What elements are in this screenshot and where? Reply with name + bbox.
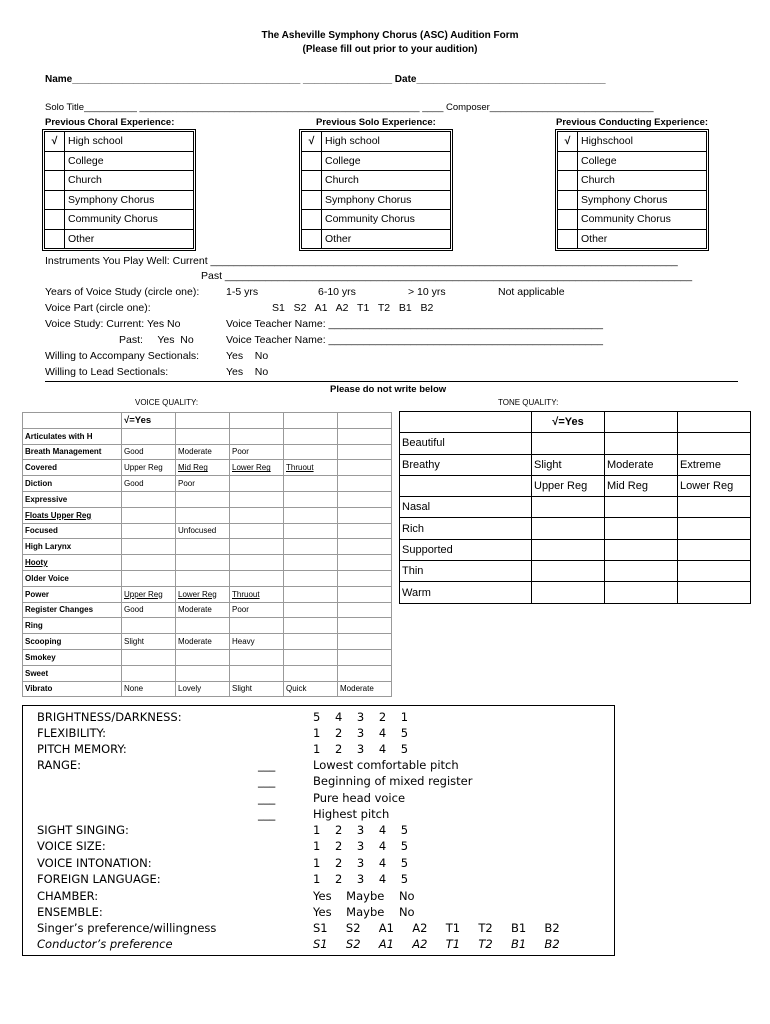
range-highest: Highest pitch: [313, 807, 390, 821]
flexibility-label: FLEXIBILITY:: [37, 726, 107, 740]
tone-quality-cell[interactable]: [605, 582, 678, 603]
voice-quality-cell[interactable]: [122, 523, 176, 539]
voice-quality-cell[interactable]: Slight: [230, 681, 284, 697]
range-blank-2[interactable]: ___: [258, 774, 276, 788]
years-option-1[interactable]: 1-5 yrs: [226, 286, 259, 298]
voice-quality-cell[interactable]: [284, 555, 338, 571]
voice-quality-label: Diction: [23, 476, 122, 492]
choral-heading: Previous Choral Experience:: [45, 117, 175, 128]
experience-label: Other: [322, 229, 451, 249]
tone-quality-label: Rich: [400, 518, 532, 539]
checkbox[interactable]: [45, 190, 65, 210]
tone-quality-cell[interactable]: [678, 497, 751, 518]
experience-row: [558, 151, 707, 171]
voice-quality-label: Scooping: [23, 634, 122, 650]
accompany-label: Willing to Accompany Sectionals:: [45, 350, 200, 362]
voice-quality-cell[interactable]: [176, 665, 230, 681]
voice-quality-label: Power: [23, 586, 122, 602]
experience-row: [558, 171, 707, 191]
voice-quality-cell[interactable]: Good: [122, 602, 176, 618]
experience-row: [558, 132, 707, 152]
tone-quality-cell[interactable]: [605, 539, 678, 560]
voice-quality-cell[interactable]: [338, 602, 392, 618]
experience-label: College: [65, 151, 194, 171]
voice-quality-cell[interactable]: [284, 523, 338, 539]
experience-row: [302, 171, 451, 191]
solo-composer-field[interactable]: Solo Title__________ _____________________________________________________ ____ Composer_______________________________: [45, 102, 654, 113]
table-row: [23, 618, 392, 634]
voice-quality-cell[interactable]: [230, 507, 284, 523]
tone-quality-label: Warm: [400, 582, 532, 603]
voice-quality-label: High Larynx: [23, 539, 122, 555]
voice-quality-cell[interactable]: Upper Reg: [122, 460, 176, 476]
conductor-preference-label: Conductor’s preference: [37, 937, 173, 951]
do-not-write-notice: Please do not write below: [330, 384, 447, 395]
years-option-3[interactable]: > 10 yrs: [408, 286, 446, 298]
tone-quality-cell[interactable]: [532, 582, 605, 603]
sight-singing-scale[interactable]: 1 2 3 4 5: [313, 823, 409, 837]
checkbox[interactable]: [558, 210, 578, 230]
years-option-2[interactable]: 6-10 yrs: [318, 286, 356, 298]
tone-quality-cell[interactable]: [678, 582, 751, 603]
checkbox[interactable]: [45, 210, 65, 230]
checkbox[interactable]: [558, 151, 578, 171]
voice-quality-cell[interactable]: [230, 555, 284, 571]
tone-quality-heading: TONE QUALITY:: [498, 398, 559, 407]
voice-quality-label: Breath Management: [23, 444, 122, 460]
table-row: [400, 433, 751, 454]
voice-quality-cell[interactable]: Thruout: [284, 460, 338, 476]
tone-quality-label: Thin: [400, 561, 532, 582]
voice-quality-label: Register Changes: [23, 602, 122, 618]
table-row: [400, 561, 751, 582]
voice-quality-cell[interactable]: Poor: [230, 444, 284, 460]
tone-quality-label: [400, 475, 532, 496]
voice-quality-cell[interactable]: [122, 649, 176, 665]
voice-quality-cell[interactable]: [122, 428, 176, 444]
brightness-label: BRIGHTNESS/DARKNESS:: [37, 710, 182, 724]
voice-quality-cell[interactable]: [122, 618, 176, 634]
experience-label: Symphony Chorus: [578, 190, 707, 210]
tone-quality-cell[interactable]: [605, 518, 678, 539]
voice-quality-label: Smokey: [23, 649, 122, 665]
voice-quality-cell[interactable]: Quick: [284, 681, 338, 697]
name-date-field[interactable]: Name_________________________________________ ________________ Date__________________________________: [45, 74, 606, 85]
tone-quality-cell[interactable]: Lower Reg: [678, 475, 751, 496]
sight-singing-label: SIGHT SINGING:: [37, 823, 129, 837]
conducting-experience-table: [555, 129, 709, 251]
voice-quality-cell[interactable]: Moderate: [176, 444, 230, 460]
voice-size-scale[interactable]: 1 2 3 4 5: [313, 839, 409, 853]
voice-quality-label: Floats Upper Reg: [23, 507, 122, 523]
conductor-preference-parts[interactable]: S1 S2 A1 A2 T1 T2 B1 B2: [313, 937, 560, 951]
voice-quality-cell[interactable]: [122, 570, 176, 586]
voice-quality-cell[interactable]: Lower Reg: [176, 586, 230, 602]
experience-row: [302, 151, 451, 171]
intonation-scale[interactable]: 1 2 3 4 5: [313, 856, 409, 870]
table-header-row: [23, 413, 392, 429]
experience-label: Church: [322, 171, 451, 191]
experience-row: [45, 190, 194, 210]
experience-label: Symphony Chorus: [65, 190, 194, 210]
table-row: [23, 491, 392, 507]
singer-preference-label: Singer’s preference/willingness: [37, 921, 217, 935]
voice-quality-cell[interactable]: [122, 507, 176, 523]
range-label: RANGE:: [37, 758, 82, 772]
voice-quality-cell[interactable]: [284, 476, 338, 492]
voice-quality-cell[interactable]: [230, 665, 284, 681]
voice-quality-cell[interactable]: [338, 476, 392, 492]
table-row: [23, 634, 392, 650]
tone-quality-cell[interactable]: [532, 433, 605, 454]
choral-experience-table: [42, 129, 196, 251]
form-title: The Asheville Symphony Chorus (ASC) Audition Form: [261, 30, 519, 41]
ensemble-label: ENSEMBLE:: [37, 905, 103, 919]
range-blank-1[interactable]: ___: [258, 758, 276, 772]
voice-quality-cell[interactable]: Unfocused: [176, 523, 230, 539]
table-row: [23, 460, 392, 476]
voice-quality-label: Sweet: [23, 665, 122, 681]
voice-quality-cell[interactable]: [284, 618, 338, 634]
voice-quality-cell[interactable]: None: [122, 681, 176, 697]
voice-quality-heading: VOICE QUALITY:: [135, 398, 199, 407]
tone-quality-cell[interactable]: [605, 433, 678, 454]
checkbox[interactable]: [558, 171, 578, 191]
tone-quality-cell[interactable]: Slight: [532, 454, 605, 475]
voice-quality-cell[interactable]: [284, 649, 338, 665]
tone-quality-cell[interactable]: √=Yes: [532, 412, 605, 433]
voice-quality-cell[interactable]: [230, 476, 284, 492]
voice-quality-cell[interactable]: [338, 634, 392, 650]
voice-quality-label: Covered: [23, 460, 122, 476]
flexibility-scale[interactable]: 1 2 3 4 5: [313, 726, 409, 740]
experience-row: [45, 151, 194, 171]
experience-row: [45, 171, 194, 191]
voice-quality-cell[interactable]: [338, 444, 392, 460]
voice-quality-cell[interactable]: [176, 507, 230, 523]
range-head: Pure head voice: [313, 791, 406, 805]
checkbox[interactable]: √: [302, 132, 322, 152]
conducting-heading: Previous Conducting Experience:: [556, 117, 709, 128]
tone-quality-cell[interactable]: [605, 412, 678, 433]
experience-label: Highschool: [578, 132, 707, 152]
range-lowest: Lowest comfortable pitch: [313, 758, 459, 772]
voice-quality-cell[interactable]: Lovely: [176, 681, 230, 697]
voice-quality-cell[interactable]: [122, 665, 176, 681]
table-row: [23, 665, 392, 681]
pitch-memory-label: PITCH MEMORY:: [37, 742, 127, 756]
tone-quality-label: [400, 412, 532, 433]
singer-preference-parts[interactable]: S1 S2 A1 A2 T1 T2 B1 B2: [313, 921, 560, 935]
checkbox[interactable]: [45, 171, 65, 191]
voice-part-label: Voice Part (circle one):: [45, 302, 151, 314]
checkbox[interactable]: [302, 229, 322, 249]
voice-quality-cell[interactable]: [338, 491, 392, 507]
solo-heading: Previous Solo Experience:: [316, 117, 436, 128]
voice-quality-cell[interactable]: [176, 428, 230, 444]
voice-quality-cell[interactable]: [338, 460, 392, 476]
voice-quality-cell[interactable]: [230, 649, 284, 665]
voice-quality-cell[interactable]: [338, 507, 392, 523]
tone-quality-cell[interactable]: [678, 539, 751, 560]
foreign-language-label: FOREIGN LANGUAGE:: [37, 872, 161, 886]
voice-quality-cell[interactable]: [338, 618, 392, 634]
divider: [45, 381, 738, 382]
experience-label: Community Chorus: [578, 210, 707, 230]
voice-quality-cell[interactable]: Mid Reg: [176, 460, 230, 476]
voice-quality-cell[interactable]: [284, 428, 338, 444]
voice-quality-cell[interactable]: [284, 539, 338, 555]
range-blank-4[interactable]: ___: [258, 807, 276, 821]
voice-study-current[interactable]: Voice Study: Current: Yes No: [45, 318, 181, 330]
tone-quality-table: [399, 411, 751, 604]
tone-quality-cell[interactable]: Upper Reg: [532, 475, 605, 496]
experience-row: [302, 229, 451, 249]
voice-quality-cell[interactable]: [176, 539, 230, 555]
voice-quality-cell[interactable]: [284, 507, 338, 523]
voice-quality-cell[interactable]: [122, 555, 176, 571]
voice-quality-label: Older Voice: [23, 570, 122, 586]
table-row: [400, 454, 751, 475]
tone-quality-cell[interactable]: Extreme: [678, 454, 751, 475]
tone-quality-cell[interactable]: [678, 433, 751, 454]
experience-label: Church: [578, 171, 707, 191]
experience-row: [302, 132, 451, 152]
tone-quality-cell[interactable]: Mid Reg: [605, 475, 678, 496]
table-row: [23, 507, 392, 523]
voice-quality-cell[interactable]: Thruout: [230, 586, 284, 602]
tone-quality-label: Beautiful: [400, 433, 532, 454]
accompany-options[interactable]: Yes No: [226, 350, 269, 362]
tone-quality-cell[interactable]: Moderate: [605, 454, 678, 475]
voice-quality-cell[interactable]: Moderate: [338, 681, 392, 697]
table-row: [400, 475, 751, 496]
voice-quality-label: Ring: [23, 618, 122, 634]
experience-row: [558, 190, 707, 210]
voice-size-label: VOICE SIZE:: [37, 839, 106, 853]
checkbox[interactable]: [302, 190, 322, 210]
foreign-language-scale[interactable]: 1 2 3 4 5: [313, 872, 409, 886]
checkbox[interactable]: [302, 171, 322, 191]
checkbox[interactable]: √: [558, 132, 578, 152]
tone-quality-cell[interactable]: [605, 497, 678, 518]
ratings-box: [22, 705, 615, 956]
voice-quality-cell[interactable]: [122, 539, 176, 555]
checkbox[interactable]: √: [45, 132, 65, 152]
table-row: [23, 428, 392, 444]
voice-quality-cell[interactable]: [230, 491, 284, 507]
voice-quality-cell[interactable]: [338, 665, 392, 681]
experience-label: College: [322, 151, 451, 171]
tone-quality-cell[interactable]: [532, 497, 605, 518]
table-row: [23, 523, 392, 539]
experience-row: [302, 190, 451, 210]
yes-legend: √=Yes: [122, 413, 176, 429]
voice-quality-cell[interactable]: [284, 602, 338, 618]
chamber-options[interactable]: Yes Maybe No: [313, 889, 415, 903]
tone-quality-cell[interactable]: [605, 561, 678, 582]
voice-quality-cell[interactable]: Poor: [176, 476, 230, 492]
voice-quality-cell[interactable]: [176, 491, 230, 507]
table-row: [400, 539, 751, 560]
tone-quality-cell[interactable]: [532, 561, 605, 582]
experience-label: High school: [322, 132, 451, 152]
voice-quality-cell[interactable]: [284, 570, 338, 586]
tone-quality-cell[interactable]: [532, 539, 605, 560]
voice-quality-label: Focused: [23, 523, 122, 539]
experience-row: [45, 229, 194, 249]
voice-quality-cell[interactable]: [338, 570, 392, 586]
voice-quality-cell[interactable]: [284, 586, 338, 602]
intonation-label: VOICE INTONATION:: [37, 856, 152, 870]
tone-quality-label: Supported: [400, 539, 532, 560]
voice-quality-cell[interactable]: [338, 428, 392, 444]
years-label: Years of Voice Study (circle one):: [45, 286, 200, 298]
table-row: [23, 539, 392, 555]
brightness-scale[interactable]: 5 4 3 2 1: [313, 710, 409, 724]
voice-quality-cell[interactable]: [284, 444, 338, 460]
table-row: [400, 582, 751, 603]
experience-row: [558, 229, 707, 249]
table-row: [400, 412, 751, 433]
table-row: [23, 476, 392, 492]
experience-label: High school: [65, 132, 194, 152]
experience-row: [302, 210, 451, 230]
voice-quality-cell[interactable]: [338, 555, 392, 571]
tone-quality-cell[interactable]: [532, 518, 605, 539]
voice-quality-cell[interactable]: [338, 649, 392, 665]
voice-quality-label: Vibrato: [23, 681, 122, 697]
experience-label: Other: [578, 229, 707, 249]
tone-quality-label: Nasal: [400, 497, 532, 518]
voice-quality-cell[interactable]: Slight: [122, 634, 176, 650]
voice-quality-cell[interactable]: [230, 428, 284, 444]
table-row: [23, 649, 392, 665]
form-subtitle: (Please fill out prior to your audition): [302, 44, 478, 55]
table-row: [23, 681, 392, 697]
voice-quality-table: [22, 412, 392, 697]
pitch-memory-scale[interactable]: 1 2 3 4 5: [313, 742, 409, 756]
voice-quality-cell[interactable]: Poor: [230, 602, 284, 618]
experience-row: [45, 210, 194, 230]
table-row: [23, 444, 392, 460]
table-row: [23, 602, 392, 618]
instruments-past-field[interactable]: Past ________________________________________________________________________________: [201, 270, 693, 282]
voice-quality-label: Articulates with H: [23, 428, 122, 444]
voice-quality-label: Expressive: [23, 491, 122, 507]
lead-options[interactable]: Yes No: [226, 366, 269, 378]
voice-quality-cell[interactable]: Good: [122, 444, 176, 460]
checkbox[interactable]: [302, 210, 322, 230]
tone-quality-cell[interactable]: [678, 561, 751, 582]
voice-quality-cell[interactable]: [176, 555, 230, 571]
voice-part-options[interactable]: S1 S2 A1 A2 T1 T2 B1 B2: [272, 302, 434, 314]
table-row: [23, 555, 392, 571]
voice-quality-cell[interactable]: Heavy: [230, 634, 284, 650]
table-row: [23, 570, 392, 586]
voice-study-past[interactable]: Past: Yes No: [119, 334, 194, 346]
solo-experience-table: [299, 129, 453, 251]
voice-quality-cell[interactable]: Good: [122, 476, 176, 492]
voice-quality-cell[interactable]: [284, 634, 338, 650]
table-row: [400, 497, 751, 518]
voice-quality-cell[interactable]: [122, 491, 176, 507]
checkbox[interactable]: [558, 190, 578, 210]
experience-label: Other: [65, 229, 194, 249]
voice-quality-cell[interactable]: [176, 570, 230, 586]
table-row: [400, 518, 751, 539]
voice-teacher-field-2[interactable]: Voice Teacher Name: _______________________________________________: [226, 334, 603, 346]
checkbox[interactable]: [558, 229, 578, 249]
voice-quality-cell[interactable]: [230, 570, 284, 586]
voice-quality-cell[interactable]: [338, 539, 392, 555]
voice-quality-cell[interactable]: Upper Reg: [122, 586, 176, 602]
checkbox[interactable]: [45, 229, 65, 249]
voice-teacher-field-1[interactable]: Voice Teacher Name: _______________________________________________: [226, 318, 603, 330]
voice-quality-cell[interactable]: [176, 649, 230, 665]
voice-quality-cell[interactable]: [338, 586, 392, 602]
experience-label: College: [578, 151, 707, 171]
voice-quality-cell[interactable]: [230, 523, 284, 539]
voice-quality-cell[interactable]: Lower Reg: [230, 460, 284, 476]
experience-label: Symphony Chorus: [322, 190, 451, 210]
range-blank-3[interactable]: ___: [258, 791, 276, 805]
table-row: [23, 586, 392, 602]
tone-quality-label: Breathy: [400, 454, 532, 475]
voice-quality-cell[interactable]: [230, 618, 284, 634]
voice-quality-cell[interactable]: [230, 539, 284, 555]
experience-row: [45, 132, 194, 152]
voice-quality-cell[interactable]: Moderate: [176, 634, 230, 650]
experience-label: Community Chorus: [322, 210, 451, 230]
range-mixed: Beginning of mixed register: [313, 774, 473, 788]
years-option-4[interactable]: Not applicable: [498, 286, 565, 298]
experience-label: Church: [65, 171, 194, 191]
voice-quality-cell[interactable]: [176, 618, 230, 634]
ensemble-options[interactable]: Yes Maybe No: [313, 905, 415, 919]
experience-row: [558, 210, 707, 230]
lead-label: Willing to Lead Sectionals:: [45, 366, 169, 378]
tone-quality-cell[interactable]: [678, 412, 751, 433]
checkbox[interactable]: [302, 151, 322, 171]
checkbox[interactable]: [45, 151, 65, 171]
voice-quality-cell[interactable]: [284, 491, 338, 507]
voice-quality-cell[interactable]: Moderate: [176, 602, 230, 618]
voice-quality-cell[interactable]: [338, 523, 392, 539]
voice-quality-cell[interactable]: [284, 665, 338, 681]
experience-label: Community Chorus: [65, 210, 194, 230]
instruments-current-field[interactable]: Instruments You Play Well: Current ________________________________________________________________________________: [45, 255, 678, 267]
voice-quality-label: Hooty: [23, 555, 122, 571]
tone-quality-cell[interactable]: [678, 518, 751, 539]
chamber-label: CHAMBER:: [37, 889, 99, 903]
